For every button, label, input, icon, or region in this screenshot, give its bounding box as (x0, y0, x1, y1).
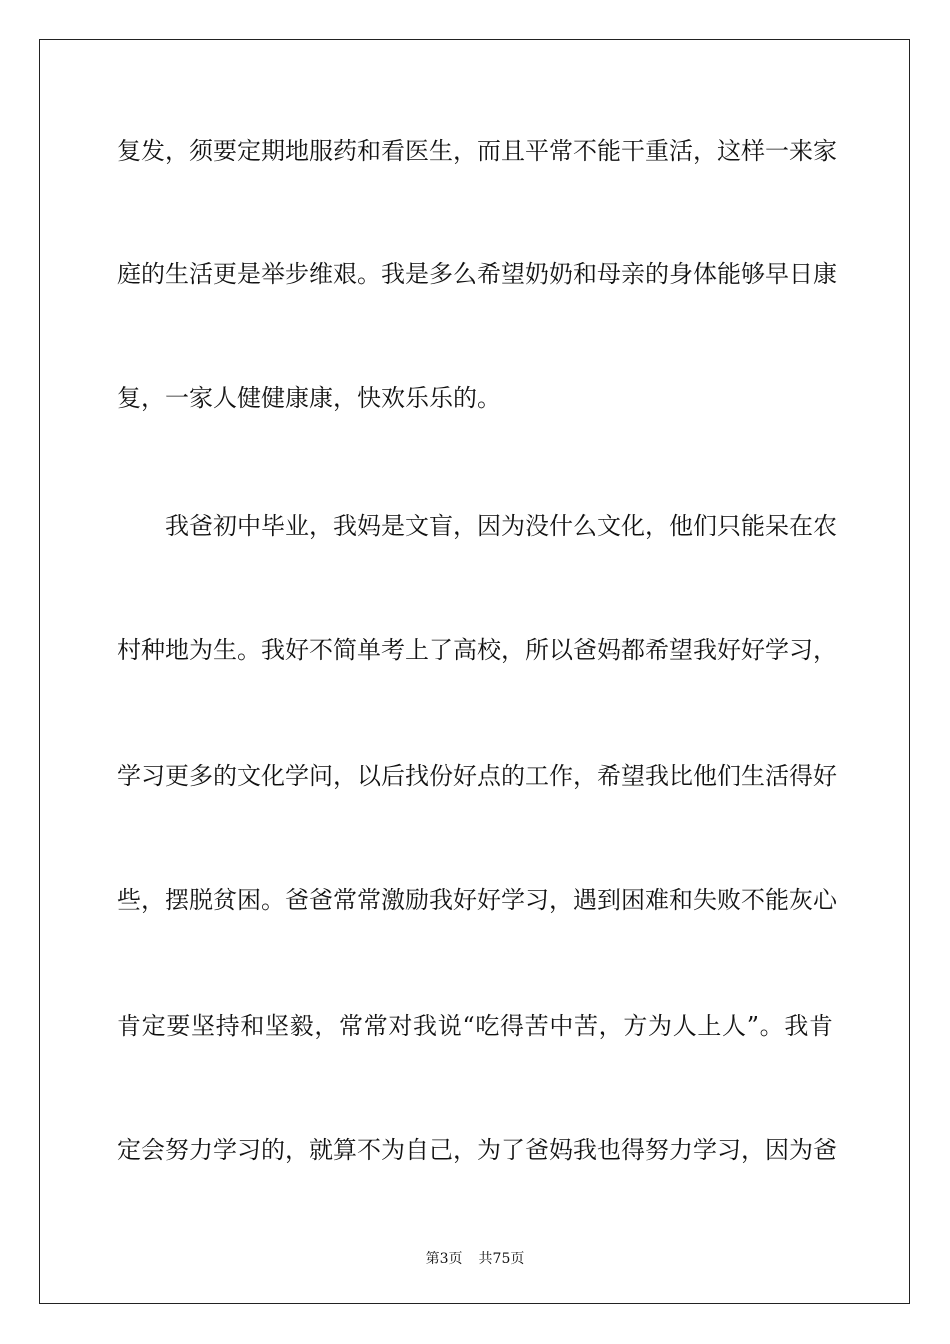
paragraph-line-3: 复，一家人健健康康，快欢乐乐的。 (117, 384, 501, 412)
paragraph-line-2: 庭的生活更是举步维艰。我是多么希望奶奶和母亲的身体能够早日康 (117, 260, 837, 288)
page-footer (0, 1248, 950, 1268)
paragraph-line-1: 复发，须要定期地服药和看医生，而且平常不能干重活，这样一来家 (117, 137, 837, 165)
paragraph-line-7: 些，摆脱贫困。爸爸常常激励我好好学习，遇到困难和失败不能灰心 (117, 886, 837, 914)
page-number: 第3页 (425, 1251, 463, 1267)
paragraph-line-8: 肯定要坚持和坚毅，常常对我说“吃得苦中苦，方为人上人”。我肯 (117, 1012, 833, 1040)
paragraph-line-9: 定会努力学习的，就算不为自己，为了爸妈我也得努力学习，因为爸 (117, 1136, 837, 1164)
page-total: 共75页 (478, 1251, 525, 1267)
paragraph-line-5: 村种地为生。我好不简单考上了高校，所以爸妈都希望我好好学习， (117, 636, 837, 664)
paragraph-line-6: 学习更多的文化学问，以后找份好点的工作，希望我比他们生活得好 (117, 762, 837, 790)
paragraph-line-4: 我爸初中毕业，我妈是文盲，因为没什么文化，他们只能呆在农 (165, 512, 837, 540)
page-border (39, 39, 910, 1304)
